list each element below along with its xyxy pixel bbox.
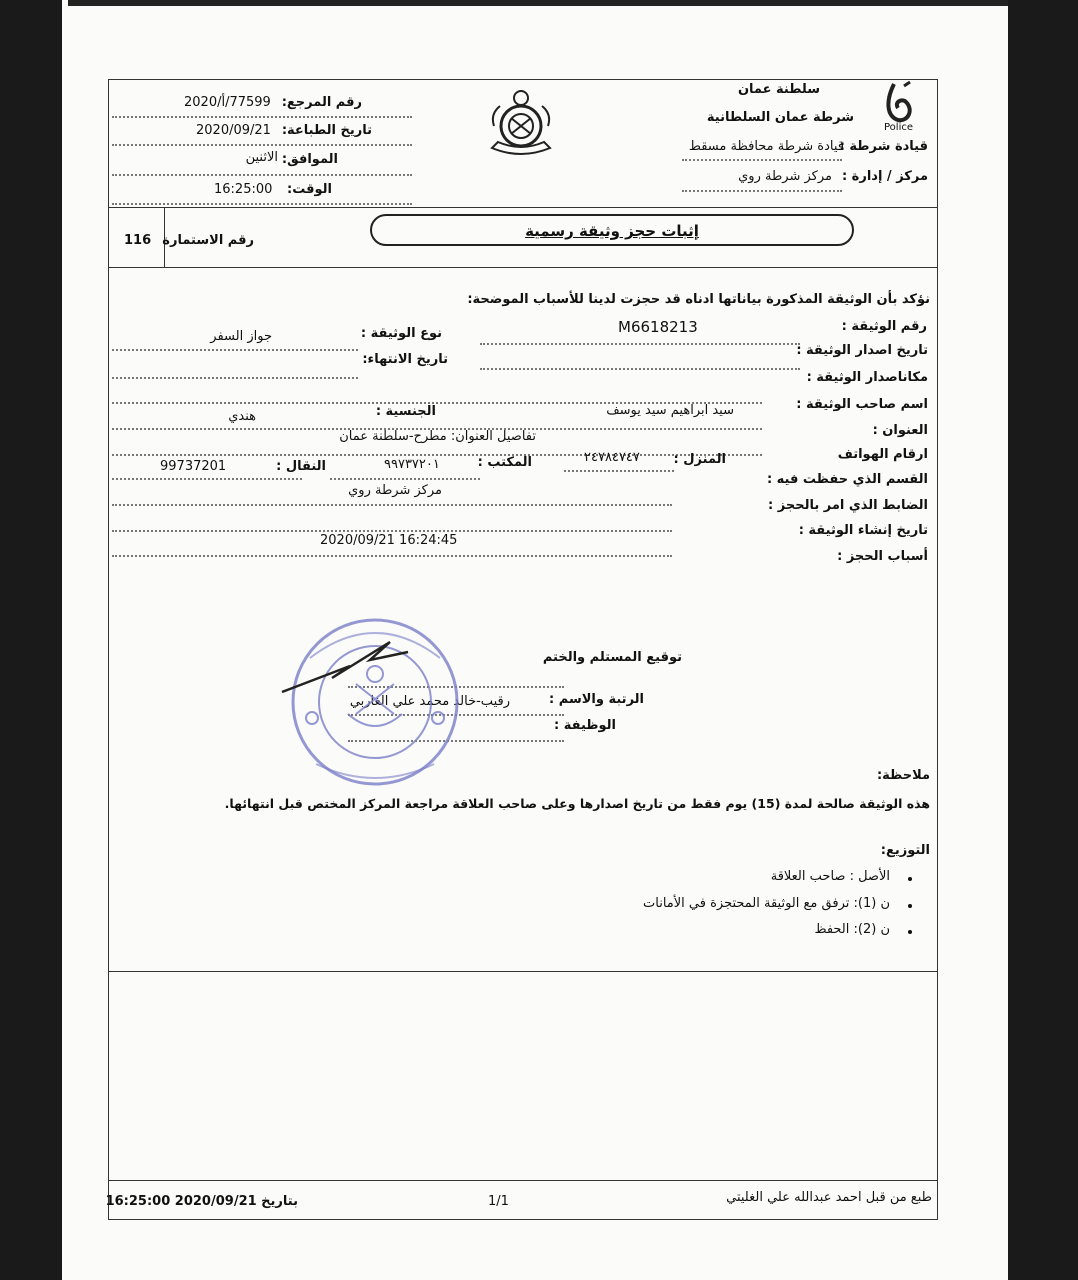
doc-number-value: M6618213 — [618, 318, 698, 336]
time-value: 16:25:00 — [214, 182, 273, 197]
oman-police-emblem-icon — [484, 86, 558, 162]
nationality-label: الجنسية : — [375, 404, 436, 419]
doc-type-value: جواز السفر — [210, 329, 272, 344]
section-label: القسم الذي حفظت فيه : — [766, 472, 928, 487]
doc-number-label: رقم الوثيقة : — [841, 319, 927, 334]
phones-label: ارقام الهواتف — [837, 447, 928, 462]
distribution-heading: التوزيع: — [880, 843, 930, 858]
form-number-value: 116 — [124, 233, 152, 248]
expiry-label: تاريخ الانتهاء: — [362, 352, 448, 367]
intro-text: نؤكد بأن الوثيقة المذكورة بياناتها ادناه قد حجزت لدينا للأسباب الموضحة: — [467, 292, 930, 307]
office-phone-label: المكتب : — [477, 455, 532, 470]
distribution-item: ن (2): الحفظ — [814, 922, 890, 937]
command-value: قيادة شرطة محافظة مسقط — [688, 139, 844, 154]
station-label: مركز / إدارة : — [841, 169, 928, 184]
address-label: العنوان : — [872, 423, 928, 438]
header-divider — [108, 207, 938, 208]
home-phone-value: ٢٤٧٨٤٧٤٧ — [584, 450, 640, 465]
ref-value: 77599/أ/2020 — [184, 95, 271, 110]
day-value: الاثنين — [245, 150, 278, 165]
body-divider — [108, 971, 938, 972]
mobile-phone-value: 99737201 — [160, 459, 227, 474]
signature-scribble-icon — [280, 636, 410, 696]
rank-label: الرتبة والاسم : — [549, 692, 644, 707]
time-label: الوقت: — [287, 182, 332, 197]
issue-date-label: تاريخ اصدار الوثيقة : — [796, 343, 928, 358]
print-date-label: تاريخ الطباعة: — [281, 123, 372, 138]
owner-label: اسم صاحب الوثيقة : — [796, 397, 928, 412]
doc-type-label: نوع الوثيقة : — [360, 326, 442, 341]
form-frame — [105, 79, 938, 1220]
issue-place-label: مكاناصدار الوثيقة : — [806, 370, 928, 385]
distribution-item: الأصل : صاحب العلاقة — [770, 869, 890, 884]
notes-heading: ملاحظة: — [876, 768, 930, 783]
notes-text: هذه الوثيقة صالحة لمدة (15) يوم فقط من تاريخ اصدارها وعلى صاحب العلاقة مراجعة المركز المختص قبل انتهائها. — [224, 796, 930, 811]
mobile-phone-label: النقال : — [276, 459, 326, 474]
police-logo-text: Police — [884, 122, 913, 133]
home-phone-label: المنزل : — [673, 452, 726, 467]
footer-divider — [108, 1180, 938, 1181]
reasons-label: أسباب الحجز : — [837, 549, 928, 564]
owner-value: سيد ابراهيم سيد يوسف — [606, 403, 734, 418]
org-police: شرطة عمان السلطانية — [706, 110, 854, 125]
ref-label: رقم المرجع: — [281, 95, 362, 110]
created-label: تاريخ إنشاء الوثيقة : — [798, 523, 928, 538]
org-country: سلطنة عمان — [737, 82, 820, 97]
print-date-value: 2020/09/21 — [196, 123, 271, 138]
station-value: مركز شرطة روي — [738, 169, 832, 184]
distribution-item: ن (1): ترفق مع الوثيقة المحتجزة في الأمانات — [643, 896, 890, 911]
footer-date: بتاريخ 2020/09/21 16:25:00 — [105, 1194, 298, 1209]
printed-by: طبع من قبل احمد عبدالله علي الغليتي — [726, 1190, 932, 1205]
rank-value: رقيب-خالد محمد علي الغاربي — [349, 694, 510, 709]
office-phone-value: ٩٩٧٣٧٢٠١ — [384, 457, 440, 472]
page-number: 1/1 — [488, 1194, 509, 1209]
form-title: إثبات حجز وثيقة رسمية — [525, 222, 699, 240]
day-label: الموافق: — [281, 152, 338, 167]
address-value: تفاصيل العنوان: مطرح-سلطنة عمان — [339, 429, 536, 444]
form-number-label: رقم الاستمارة — [162, 233, 254, 248]
job-label: الوظيفة : — [553, 718, 616, 733]
section-value: مركز شرطة روي — [348, 483, 442, 498]
officer-label: الضابط الذي امر بالحجز : — [768, 498, 928, 513]
command-label: قيادة شرطة : — [839, 139, 928, 154]
nationality-value: هندي — [228, 409, 256, 424]
signature-heading: توقيع المستلم والختم — [542, 650, 682, 665]
form-title-box — [370, 214, 854, 246]
created-value: 2020/09/21 16:24:45 — [320, 533, 458, 548]
title-divider — [108, 267, 938, 268]
scan-edge — [68, 0, 1008, 6]
